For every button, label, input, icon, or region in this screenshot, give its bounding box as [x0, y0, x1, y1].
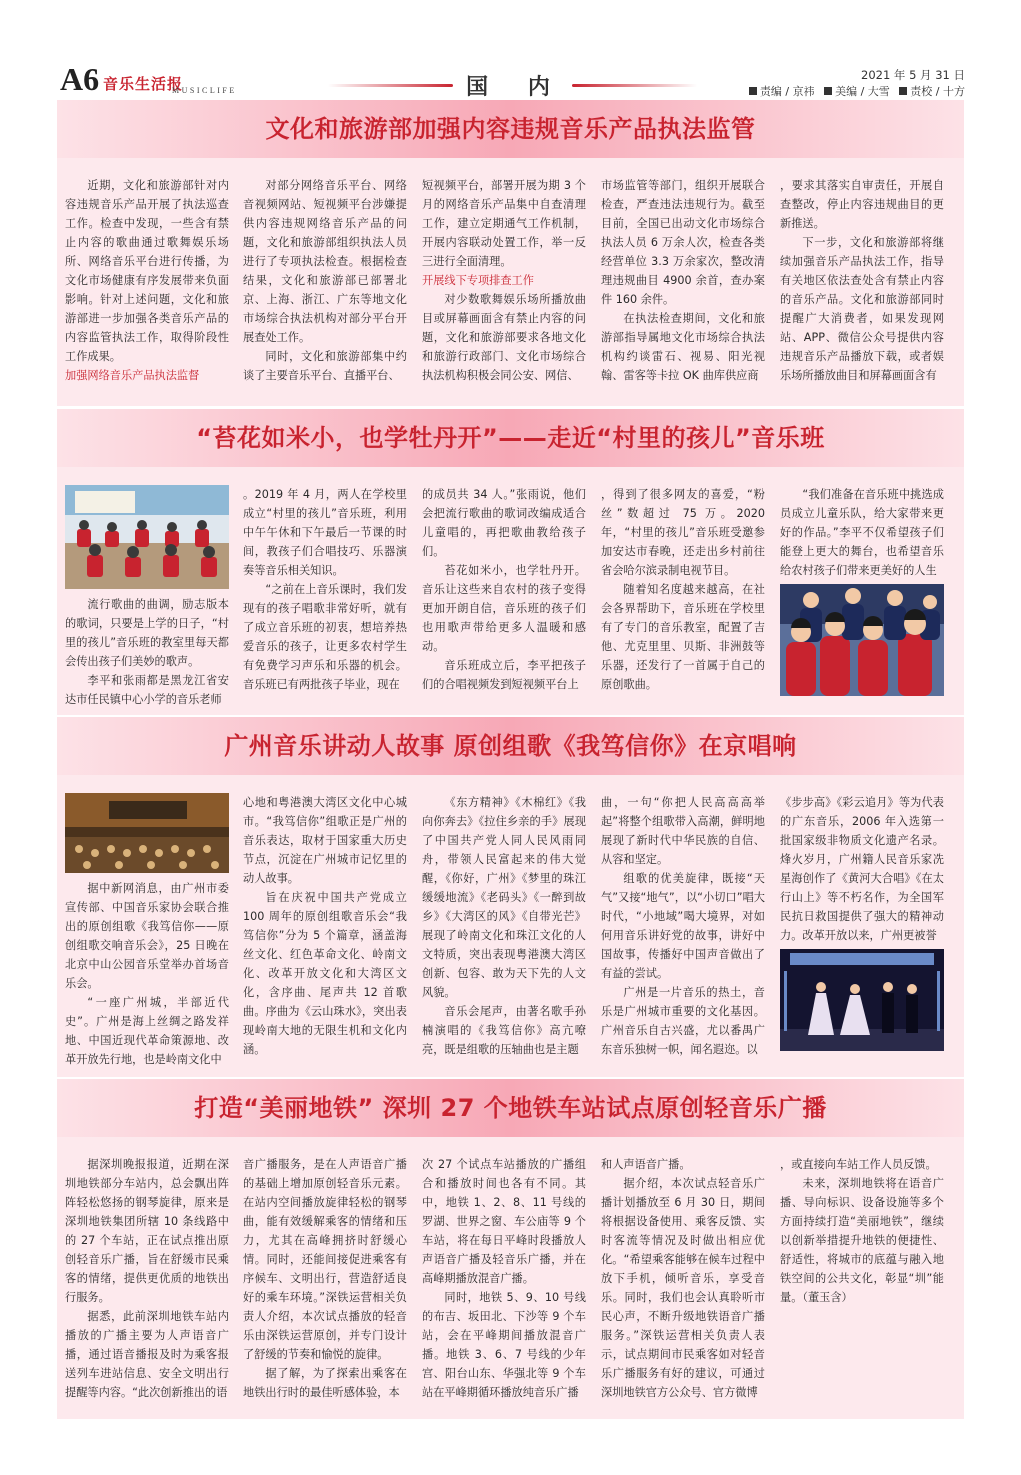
- article-paragraph: 音广播服务，是在人声语音广播的基础上增加原创轻音乐元素。在站内空间播放旋律轻松的钢琴曲，能有效缓解乘客的情绪和压力，尤其在高峰拥挤时舒缓心情。同时，还能间接促进乘客有序候车、文明出行，营造舒适良好的乘车环境。”深铁运营相关负责人介绍，本次试点播放的轻音乐由深铁运营原创，并专门设计了舒缓的节奏和愉悦的旋律。: [243, 1158, 407, 1361]
- article-paragraph: 随着知名度越来越高，在社会各界帮助下，音乐班在学校里有了专门的音乐教室，配置了吉他、尤克里里、贝斯、非洲鼓等乐器，还发行了一首属于自己的原创歌曲。: [601, 583, 765, 691]
- concert-hall-photo: [65, 793, 229, 873]
- article-paragraph: 市场监管等部门，组织开展联合检查，严查违法违规行为。截至目前，全国已出动文化市场综合执法人员 6 万余人次，检查各类经营单位 3.3 万余家次，整改清理违规曲目 4900 余首，查办案件 160 余件。: [601, 179, 765, 306]
- text-column: [601, 793, 765, 1071]
- text-column: [780, 176, 944, 400]
- article-text-flow: [65, 879, 229, 1069]
- article-paragraph: 据深圳晚报报道，近期在深圳地铁部分车站内，总会飘出阵阵轻松悠扬的钢琴旋律，原来是深圳地铁集团所辖 10 条线路中的 27 个车站，正在试点推出原创轻音乐广播，旨在舒缓市民乘客的情绪，提供更优质的地铁出行服务。: [65, 1158, 229, 1304]
- article-text-flow: [422, 1155, 586, 1402]
- article-paragraph: 据悉，此前深圳地铁车站内播放的广播主要为人声语音广播，通过语音播报及时为乘客报送列车进站信息、安全文明出行提醒等内容。“此次创新推出的语: [65, 1310, 229, 1399]
- article-text-flow: [422, 176, 586, 385]
- article-paragraph: 音乐会尾声，由著名歌手孙楠演唱的《我笃信你》高亢嘹亮，既是组歌的压轴曲也是主题: [422, 1005, 586, 1056]
- article-text-flow: [601, 485, 765, 694]
- text-column: [65, 176, 229, 400]
- article-paragraph: 据了解，为了探索出乘客在地铁出行时的最佳听感体验，本: [243, 1367, 407, 1399]
- editor-credits: [743, 83, 965, 99]
- text-column: [780, 793, 944, 1071]
- article-title-band: [57, 717, 964, 775]
- issue-date: 2021 年 5 月 31 日: [861, 68, 965, 82]
- article-text-flow: [780, 1155, 944, 1307]
- article-paragraph: 未来，深圳地铁将在语音广播、导向标识、设备设施等多个方面持续打造“美丽地铁”，继续以创新举措提升地铁的便捷性、舒适性，将城市的底蕴与融入地铁空间的公共文化，彰显“圳”能量。（董玉含）: [780, 1177, 944, 1304]
- article-paragraph: 在执法检查期间，文化和旅游部指导属地文化市场综合执法机构约谈雷石、视易、阳光视翰、雷客等卡拉 OK 曲库供应商: [601, 312, 765, 382]
- text-column: [422, 1155, 586, 1413]
- article-text-flow: [601, 793, 765, 1059]
- text-column: [243, 793, 407, 1071]
- newspaper-name-en: MUSICLIFE: [172, 86, 237, 95]
- editor-credit: 美编 / 大雪: [835, 85, 890, 98]
- article-title: 打造“美丽地铁” 深圳 27 个地铁车站试点原创轻音乐广播: [194, 1094, 827, 1122]
- article-paragraph: 同时，地铁 5、9、10 号线的布吉、坂田北、下沙等 9 个车站，会在平峰期间播放混音广播。地铁 3、6、7 号线的少年宫、阳台山东、华强北等 9 个车站在平峰期循环播放纯音乐广播: [422, 1291, 586, 1399]
- article-columns: [65, 793, 956, 1071]
- article-text-flow: [65, 1155, 229, 1402]
- article-shenzhen-metro: [57, 1079, 964, 1419]
- article-title: 广州音乐讲动人故事 原创组歌《我笃信你》在京唱响: [224, 732, 797, 760]
- children-singing-photo: [780, 584, 944, 696]
- article-paragraph: ，或直接向车站工作人员反馈。: [780, 1158, 937, 1171]
- article-paragraph: 流行歌曲的曲调，励志版本的歌词，只要是上学的日子，“村里的孩儿”音乐班的教室里每天都会传出孩子们美妙的歌声。: [65, 598, 229, 668]
- article-columns: [65, 1155, 956, 1413]
- article-paragraph: 曲，一句“你把人民高高高举起”将整个组歌带入高潮，鲜明地展现了新时代中华民族的自信、从容和坚定。: [601, 796, 765, 866]
- text-column: [601, 1155, 765, 1413]
- article-subheading: 开展线下专项排查工作: [422, 274, 534, 287]
- text-column: [601, 176, 765, 400]
- article-title-band: [57, 1079, 964, 1137]
- article-columns: [65, 485, 956, 709]
- article-text-flow: [243, 1155, 407, 1402]
- article-columns: [65, 176, 956, 400]
- page-number: A6: [60, 61, 100, 97]
- stage-performance-photo: [780, 949, 944, 1051]
- article-paragraph: 音乐班成立后，李平把孩子们的合唱视频发到短视频平台上: [422, 659, 586, 691]
- text-column: [780, 485, 944, 709]
- square-bullet-icon: [899, 87, 907, 95]
- article-paragraph: ，得到了很多网友的喜爱，“粉丝”数超过 75 万。2020 年，“村里的孩儿”音乐班受邀参加安达市春晚，还走出乡村前往省会哈尔滨录制电视节目。: [601, 488, 765, 577]
- article-paragraph: 苔花如米小，也学牡丹开。音乐让这些来自农村的孩子变得更加开朗自信，音乐班的孩子们也用歌声带给更多人温暖和感动。: [422, 564, 586, 653]
- article-subheading: 加强网络音乐产品执法监督: [65, 369, 200, 382]
- editor-credit: 责校 / 十方: [910, 85, 965, 98]
- article-paragraph: 近期，文化和旅游部针对内容违规音乐产品开展了执法巡查工作。检查中发现，一些含有禁止内容的歌曲通过歌舞娱乐场所、网络音乐平台进行传播，为文化市场健康有序发展带来负面影响。针对上述问题，文化和旅游部进一步加强各类音乐产品的内容监管执法工作，取得阶段性工作成果。: [65, 179, 229, 363]
- article-title-band: [57, 409, 964, 467]
- article-paragraph: ，要求其落实自审责任，开展自查整改，停止内容违规曲目的更新推送。: [780, 179, 944, 230]
- text-column: [243, 1155, 407, 1413]
- article-paragraph: 。2019 年 4 月，两人在学校里成立“村里的孩儿”音乐班，利用中午午休和下午最后一节课的时间，教孩子们合唱技巧、乐器演奏等音乐相关知识。: [243, 488, 407, 577]
- section-title: 国 内: [466, 75, 566, 100]
- article-text-flow: [243, 176, 407, 385]
- article-paragraph: 旨在庆祝中国共产党成立 100 周年的原创组歌音乐会“我笃信你”分为 5 个篇章，涵盖海丝文化、红色革命文化、岭南文化、改革开放文化和大湾区文化，含序曲、尾声共 12 首歌曲。序曲为《云山珠水》，突出表现岭南大地的无限生机和文化内涵。: [243, 891, 407, 1056]
- article-paragraph: 李平和张雨都是黑龙江省安达市任民镇中心小学的音乐老师: [65, 674, 229, 706]
- article-title-band: [57, 100, 964, 158]
- article-paragraph: 次 27 个试点车站播放的广播组合和播放时间也各有不同。其中，地铁 1、2、8、11 号线的罗湖、世界之窗、车公庙等 9 个车站，将在每日平峰时段播放人声语音广播及轻音乐广播，并在高峰期播放混音广播。: [422, 1158, 586, 1285]
- article-title: 文化和旅游部加强内容违规音乐产品执法监管: [265, 115, 756, 143]
- article-paragraph: 同时，文化和旅游部集中约谈了主要音乐平台、直播平台、: [243, 350, 407, 382]
- article-text-flow: [780, 485, 944, 580]
- text-column: [65, 793, 229, 1071]
- article-title: “苔花如米小，也学牡丹开”——走近“村里的孩儿”音乐班: [196, 424, 825, 452]
- article-text-flow: [780, 793, 944, 945]
- article-text-flow: [65, 595, 229, 709]
- article-text-flow: [243, 793, 407, 1059]
- article-paragraph: 心地和粤港澳大湾区文化中心城市。“我笃信你”组歌正是广州的音乐表达，取材于国家重大历史节点，沉淀在广州城市记忆里的动人故事。: [243, 796, 407, 885]
- article-paragraph: 据中新网消息，由广州市委宣传部、中国音乐家协会联合推出的原创组歌《我笃信你——原创组歌交响音乐会》，25 日晚在北京中山公园音乐堂举办首场音乐会。: [65, 882, 229, 990]
- article-paragraph: 据介绍，本次试点轻音乐广播计划播放至 6 月 30 日，期间将根据设备使用、乘客反馈、实时客流等情况及时做出相应优化。“希望乘客能够在候车过程中放下手机，倾听音乐，享受音乐。同时，我们也会认真聆听市民心声，不断升级地铁语音广播服务。”深铁运营相关负责人表示，试点期间市民乘客如对轻音乐广播服务有好的建议，可通过深圳地铁官方公众号、官方微博: [601, 1177, 765, 1399]
- newspaper-name: 音乐生活报: [103, 75, 184, 93]
- article-text-flow: [422, 485, 586, 694]
- article-text-flow: [780, 176, 944, 385]
- article-text-flow: [243, 485, 407, 694]
- text-column: [65, 485, 229, 709]
- article-paragraph: “一座广州城，半部近代史”。广州是海上丝绸之路发祥地、中国近现代革命策源地、改革开放先行地，也是岭南文化中: [65, 996, 229, 1066]
- article-guangzhou-concert: [57, 717, 964, 1077]
- text-column: [780, 1155, 944, 1413]
- article-culture-enforcement: [57, 100, 964, 406]
- text-column: [601, 485, 765, 709]
- article-text-flow: [601, 176, 765, 385]
- section-divider-right: [572, 84, 697, 87]
- editor-credit: 责编 / 京祎: [759, 85, 815, 98]
- text-column: [243, 176, 407, 400]
- article-paragraph: 组歌的优美旋律，既接“天气”又接“地气”，以“小切口”唱大时代，“小地域”喝大境界，对如何用音乐讲好党的故事，讲好中国故事，传播好中国声音做出了有益的尝试。: [601, 872, 765, 980]
- article-paragraph: 对部分网络音乐平台、网络音视频网站、短视频平台涉嫌提供内容违规网络音乐产品的问题，文化和旅游部组织执法人员进行了专项执法检查。根据检查结果，文化和旅游部已部署北京、上海、浙江、广东等地文化市场综合执法机构对部分平台开展查处工作。: [243, 179, 407, 344]
- article-paragraph: 《东方精神》《木棉红》《我向你奔去》《拉住乡亲的手》展现了中国共产党人同人民风雨同舟，带领人民富起来的伟大觉醒，《你好，广州》《梦里的珠江缓缓地流》《老码头》《一醉到故乡》《大湾区的风》《自带光芒》展现了岭南文化和珠江文化的人文特质，突出表现粤港澳大湾区创新、包容、敢为天下先的人文风貌。: [422, 796, 586, 999]
- text-column: [422, 176, 586, 400]
- classroom-photo: [65, 485, 229, 589]
- article-paragraph: 短视频平台，部署开展为期 3 个月的网络音乐产品集中自查清理工作，建立定期通气工作机制，开展内容联动处置工作，举一反三进行全面清理。: [422, 179, 586, 268]
- text-column: [422, 793, 586, 1071]
- article-text-flow: [422, 793, 586, 1059]
- square-bullet-icon: [749, 87, 757, 95]
- page-header: [0, 0, 1021, 110]
- article-paragraph: 下一步，文化和旅游部将继续加强音乐产品执法工作，指导有关地区依法查处含有禁止内容的音乐产品。文化和旅游部同时提醒广大消费者，如果发现网站、APP、微信公众号提供内容违规音乐产品播放下载，或者娱乐场所播放曲目和屏幕画面含有: [780, 236, 944, 382]
- article-village-music-class: [57, 409, 964, 715]
- article-text-flow: [601, 1155, 765, 1402]
- article-text-flow: [65, 176, 229, 385]
- article-paragraph: “之前在上音乐课时，我们发现有的孩子唱歌非常好听，就有了成立音乐班的初衷，想培养热爱音乐的孩子，让更多农村学生有免费学习声乐和乐器的机会。音乐班已有两批孩子毕业，现在: [243, 583, 407, 691]
- article-paragraph: 对少数歌舞娱乐场所播放曲目或屏幕画面含有禁止内容的问题，文化和旅游部要求各地文化和旅游行政部门、文化市场综合执法机构积极会同公安、网信、: [422, 293, 586, 382]
- square-bullet-icon: [824, 87, 832, 95]
- article-paragraph: 和人声语音广播。: [601, 1158, 691, 1171]
- section-divider-left: [328, 84, 453, 87]
- article-paragraph: 的成员共 34 人。”张雨说，他们会把流行歌曲的歌词改编成适合儿童唱的，再把歌曲教给孩子们。: [422, 488, 586, 558]
- text-column: [422, 485, 586, 709]
- text-column: [243, 485, 407, 709]
- article-paragraph: “我们准备在音乐班中挑选成员成立儿童乐队，给大家带来更好的作品。”李平不仅希望孩子们能登上更大的舞台，也希望音乐给农村孩子们带来更美好的人生: [780, 488, 944, 577]
- text-column: [65, 1155, 229, 1413]
- article-paragraph: 广州是一片音乐的热土，音乐是广州城市重要的文化基因。广州音乐自古兴盛，尤以番禺广东音乐独树一帜，闻名遐迩。以: [601, 986, 765, 1056]
- article-paragraph: 《步步高》《彩云追月》等为代表的广东音乐，2006 年入选第一批国家级非物质文化遗产名录。烽火岁月，广州籍人民音乐家冼星海创作了《黄河大合唱》《在太行山上》等不朽名作，为全国军民抗日救国提供了强大的精神动力。改革开放以来，广州更被誉: [780, 796, 944, 942]
